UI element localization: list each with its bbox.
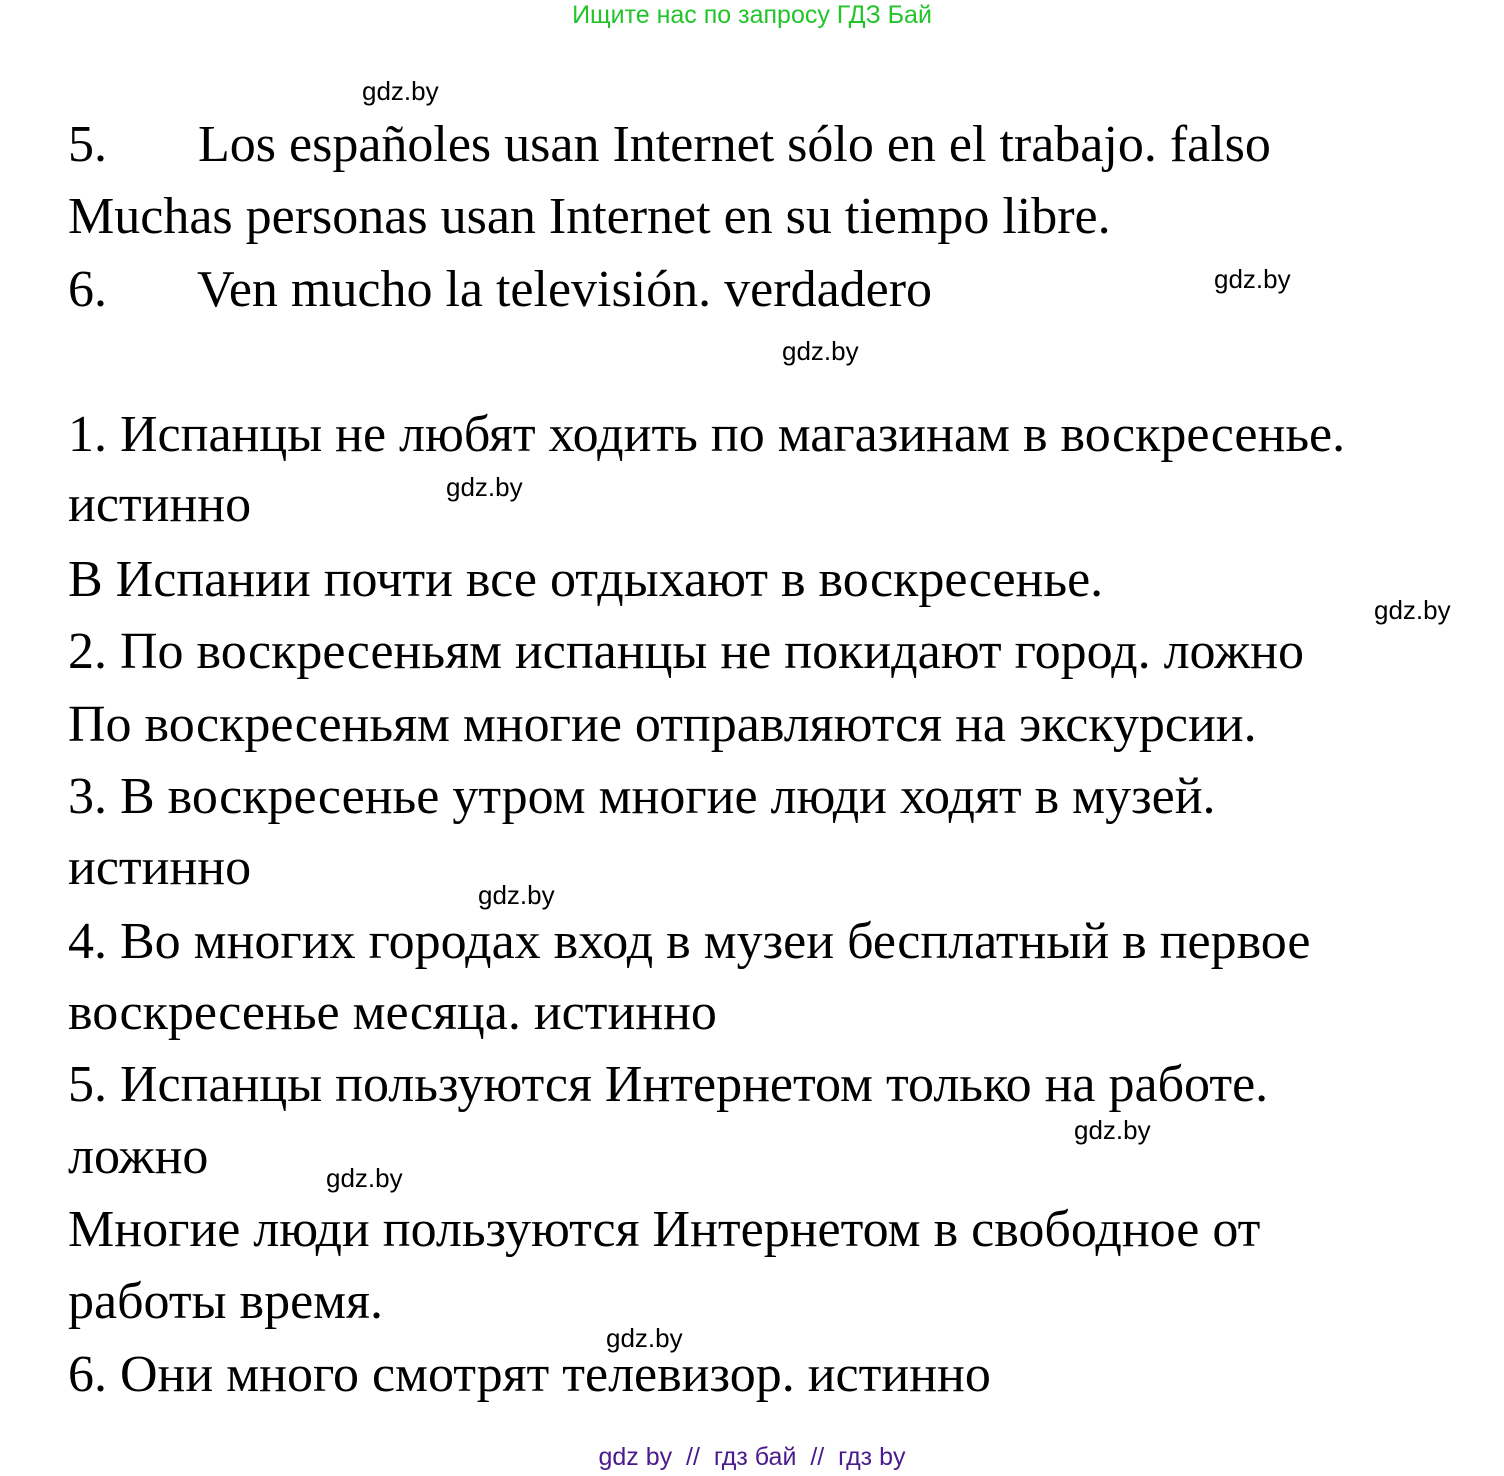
watermark: gdz.by (326, 1163, 403, 1193)
text-line: 1. Испанцы не любят ходить по магазинам в воскресенье. (68, 406, 1346, 463)
watermark: gdz.by (362, 76, 439, 106)
text-line: ложно (68, 1128, 209, 1185)
text-line: 5. Los españoles usan Internet sólo en el trabajo. falso (68, 116, 1271, 173)
text-line: 5. Испанцы пользуются Интернетом только на работе. (68, 1056, 1269, 1113)
watermark: gdz.by (606, 1323, 683, 1353)
text-line: работы время. (68, 1273, 383, 1330)
text-line: По воскресеньям многие отправляются на экскурсии. (68, 696, 1257, 753)
search-hint-banner: Ищите нас по запросу ГДЗ Бай (572, 1, 932, 29)
text-line: 6. Они много смотрят телевизор. истинно (68, 1346, 991, 1403)
watermark: gdz.by (1074, 1115, 1151, 1145)
watermark: gdz.by (782, 336, 859, 366)
text-line: 4. Во многих городах вход в музеи бесплатный в первое (68, 913, 1311, 970)
text-line: Многие люди пользуются Интернетом в свободное от (68, 1201, 1261, 1258)
text-line: Muchas personas usan Internet en su tiempo libre. (68, 188, 1111, 245)
text-line: 6. Ven mucho la televisión. verdadero (68, 261, 933, 318)
text-line: истинно (68, 476, 252, 533)
watermark: gdz.by (1374, 595, 1451, 625)
text-line: истинно (68, 839, 252, 896)
text-line: 2. По воскресеньям испанцы не покидают город. ложно (68, 623, 1304, 680)
text-line: воскресенье месяца. истинно (68, 984, 717, 1041)
text-line: 3. В воскресенье утром многие люди ходят в музей. (68, 768, 1216, 825)
footer-links: gdz by // гдз бай // гдз by (598, 1443, 906, 1471)
watermark: gdz.by (478, 880, 555, 910)
watermark: gdz.by (446, 472, 523, 502)
text-line: В Испании почти все отдыхают в воскресенье. (68, 551, 1104, 608)
watermark: gdz.by (1214, 264, 1291, 294)
